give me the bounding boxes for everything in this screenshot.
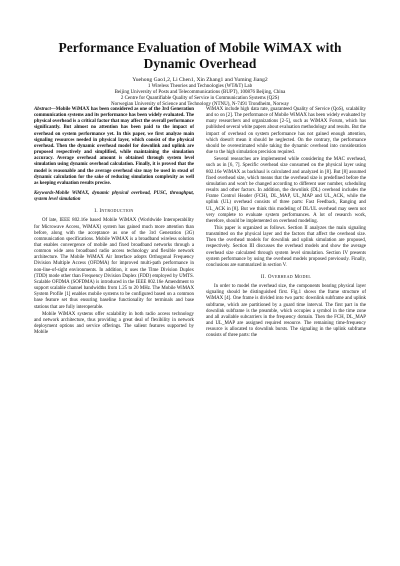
paper-title [34, 40, 366, 72]
affiliation-line: 2 Centre for Quantifiable Quality of Service in Communication Systems (Q2S) [120, 96, 280, 101]
title-line-2: Dynamic Overhead [143, 56, 257, 71]
affiliation-block [34, 84, 366, 109]
body-paragraph: WiMAX include high data rate, guaranteed Quality of Service (QoS), scalability and so on [2]. The performance of Mobile WiMAX has been widely evaluated by many researchers and organizations [2-5], such as WiMAX Forum, which has published several white papers about evaluation methodology and results. But the impact of overhead on system performance has not gained enough attention, which doesn't mean it should be neglected. On the contrary, the performance should be overestimated while taking the dynamic overhead into consideration due to the high simulation precision required. [206, 107, 366, 156]
affiliation-line: Norwegian University of Science and Technology (NTNU), N-7491 Trondheim, Norway [111, 102, 289, 108]
body-paragraph: This paper is organized as follows. Section II analyzes the main signaling transmitted on the physical layer and the factors that affect the overhead size. Then the overhead models for downlink and uplink simulation are proposed, respectively. Section III discusses the overhead models and show the average overhead size calculated through system level simulation. Section IV presents system performance by using the overhead models proposed previously. Finally, conclusions are summarized in section V. [206, 225, 366, 268]
section-heading-overhead-model: II. Overhead Model [260, 275, 312, 281]
keywords-label: Keywords [34, 191, 54, 197]
keywords-text: -Mobile WiMAX, dynamic physical overhead, PUSC, throughput, system level simulation [34, 191, 194, 203]
body-paragraph: Of late, IEEE 802.16e based Mobile WiMAX (Worldwide Interoperability for Microwave Access, WiMAX) system has gained much more attention than before, along with the acceptance as one of the 3rd Generation (3G) communication specifications. Mobile WiMAX is a broadband wireless solution that enables convergence of mobile and fixed broadband networks through a common wide area broadband radio access technology and flexible network architecture. The Mobile WiMAX Air Interface adopts Orthogonal Frequency Division Multiple Access (OFDMA) for improved multi-path performance in non-line-of-sight environments. In addition, it uses the Time Division Duplex (TDD) mode other than Frequency Division Duplex (FDD) employed by UMTS. Scalable OFDMA (SOFDMA) is introduced in the IEEE 802.16e Amendment to support scalable channel bandwidths from 1.25 to 20 MHz. The Mobile WiMAX System Profile [1] enables mobile systems to be configured based on a common base feature set thus ensuring baseline functionality for terminals and base stations that are fully interoperable. [34, 218, 194, 310]
title-line-1: Performance Evaluation of Mobile WiMAX with [58, 40, 342, 55]
body-paragraph: Mobile WiMAX systems offer scalability in both radio access technology and network architecture, thus providing a great deal of flexibility in network deployment options and service offerings. The salient features supported by Mobile [34, 311, 194, 336]
body-paragraph: Several researches are implemented while considering the MAC overhead, such as in [6, 7]. Specific overhead size consumed on the physical layer using 802.16e WiMAX as backhaul is calculated and analyzed in [8]. But [8] assumed fixed overhead size, which means that the overhead size is predefined before the simulation and won't be changed according to different user number, scheduling results and other factors. In addition, the downlink (DL) overhead includes the Frame Control Header (FCH), DL_MAP, UL_MAP and UL_ACK, while the uplink (UL) overhead consists of three parts: Fast Feedback, Ranging and UL_ACK in [8]. But we think this modeling of DL/UL overhead may seem not very complete to evaluate system performances. A lot of research work, therefore, should be implemented on overhead modeling. [206, 157, 366, 224]
affiliation-line: Beijing University of Posts and Telecommunications (BUPT), 100876 Beijing, China [114, 89, 286, 95]
keywords [34, 191, 194, 203]
abstract-label: Abstract [34, 107, 51, 112]
left-column [34, 107, 194, 339]
section-heading-introduction: I. Introduction [94, 209, 134, 215]
abstract [34, 107, 194, 187]
two-column-body [34, 107, 366, 339]
right-column [206, 107, 366, 339]
abstract-text: —Mobile WiMAX has been considered as one of the 3rd Generation communication systems and its performance has been widely evaluated. The physical overhead is a critical factor that may affect the overall performance significantly. But almost no attention has been paid to the impact of overhead on system performance yet. In this paper, we first analyze main signaling resources needed in physical layer, which consist of the physical overhead. Then the dynamic overhead model for downlink and uplink are proposed respectively and simplified, while maintaining the simulation accuracy. Average overhead amount is obtained through system level simulation using dynamic overhead calculation. Finally, it is proved that the model is reasonable and the average overhead size may be used in stead of dynamic calculation for the sake of reducing simulation complexity as well as keeping evaluation results precise. [34, 107, 194, 186]
affiliation-line: 1 Wireless Theories and Technologies (WT&T) Lab [147, 83, 253, 89]
author-list: Yuehong Gao1,2, Li Chen1, Xin Zhang1 and Yuming Jiang2 [132, 77, 268, 83]
body-paragraph: In order to model the overhead size, the components bearing physical layer signaling should be distinguished first. Fig.1 shows the frame structure of WiMAX [4]. One frame is divided into two parts: downlink subframe and uplink subframe, which are partitioned by a guard time interval. The first part in the downlink subframe is the preamble, which occupies a symbol in the time zone and all available subcarriers in the frequency domain. Then the FCH, DL_MAP and UL_MAP are assigned required resource. The remaining time-frequency resource is allocated to downlink bursts. The signaling in the uplink subframe consists of three parts: the [206, 284, 366, 339]
